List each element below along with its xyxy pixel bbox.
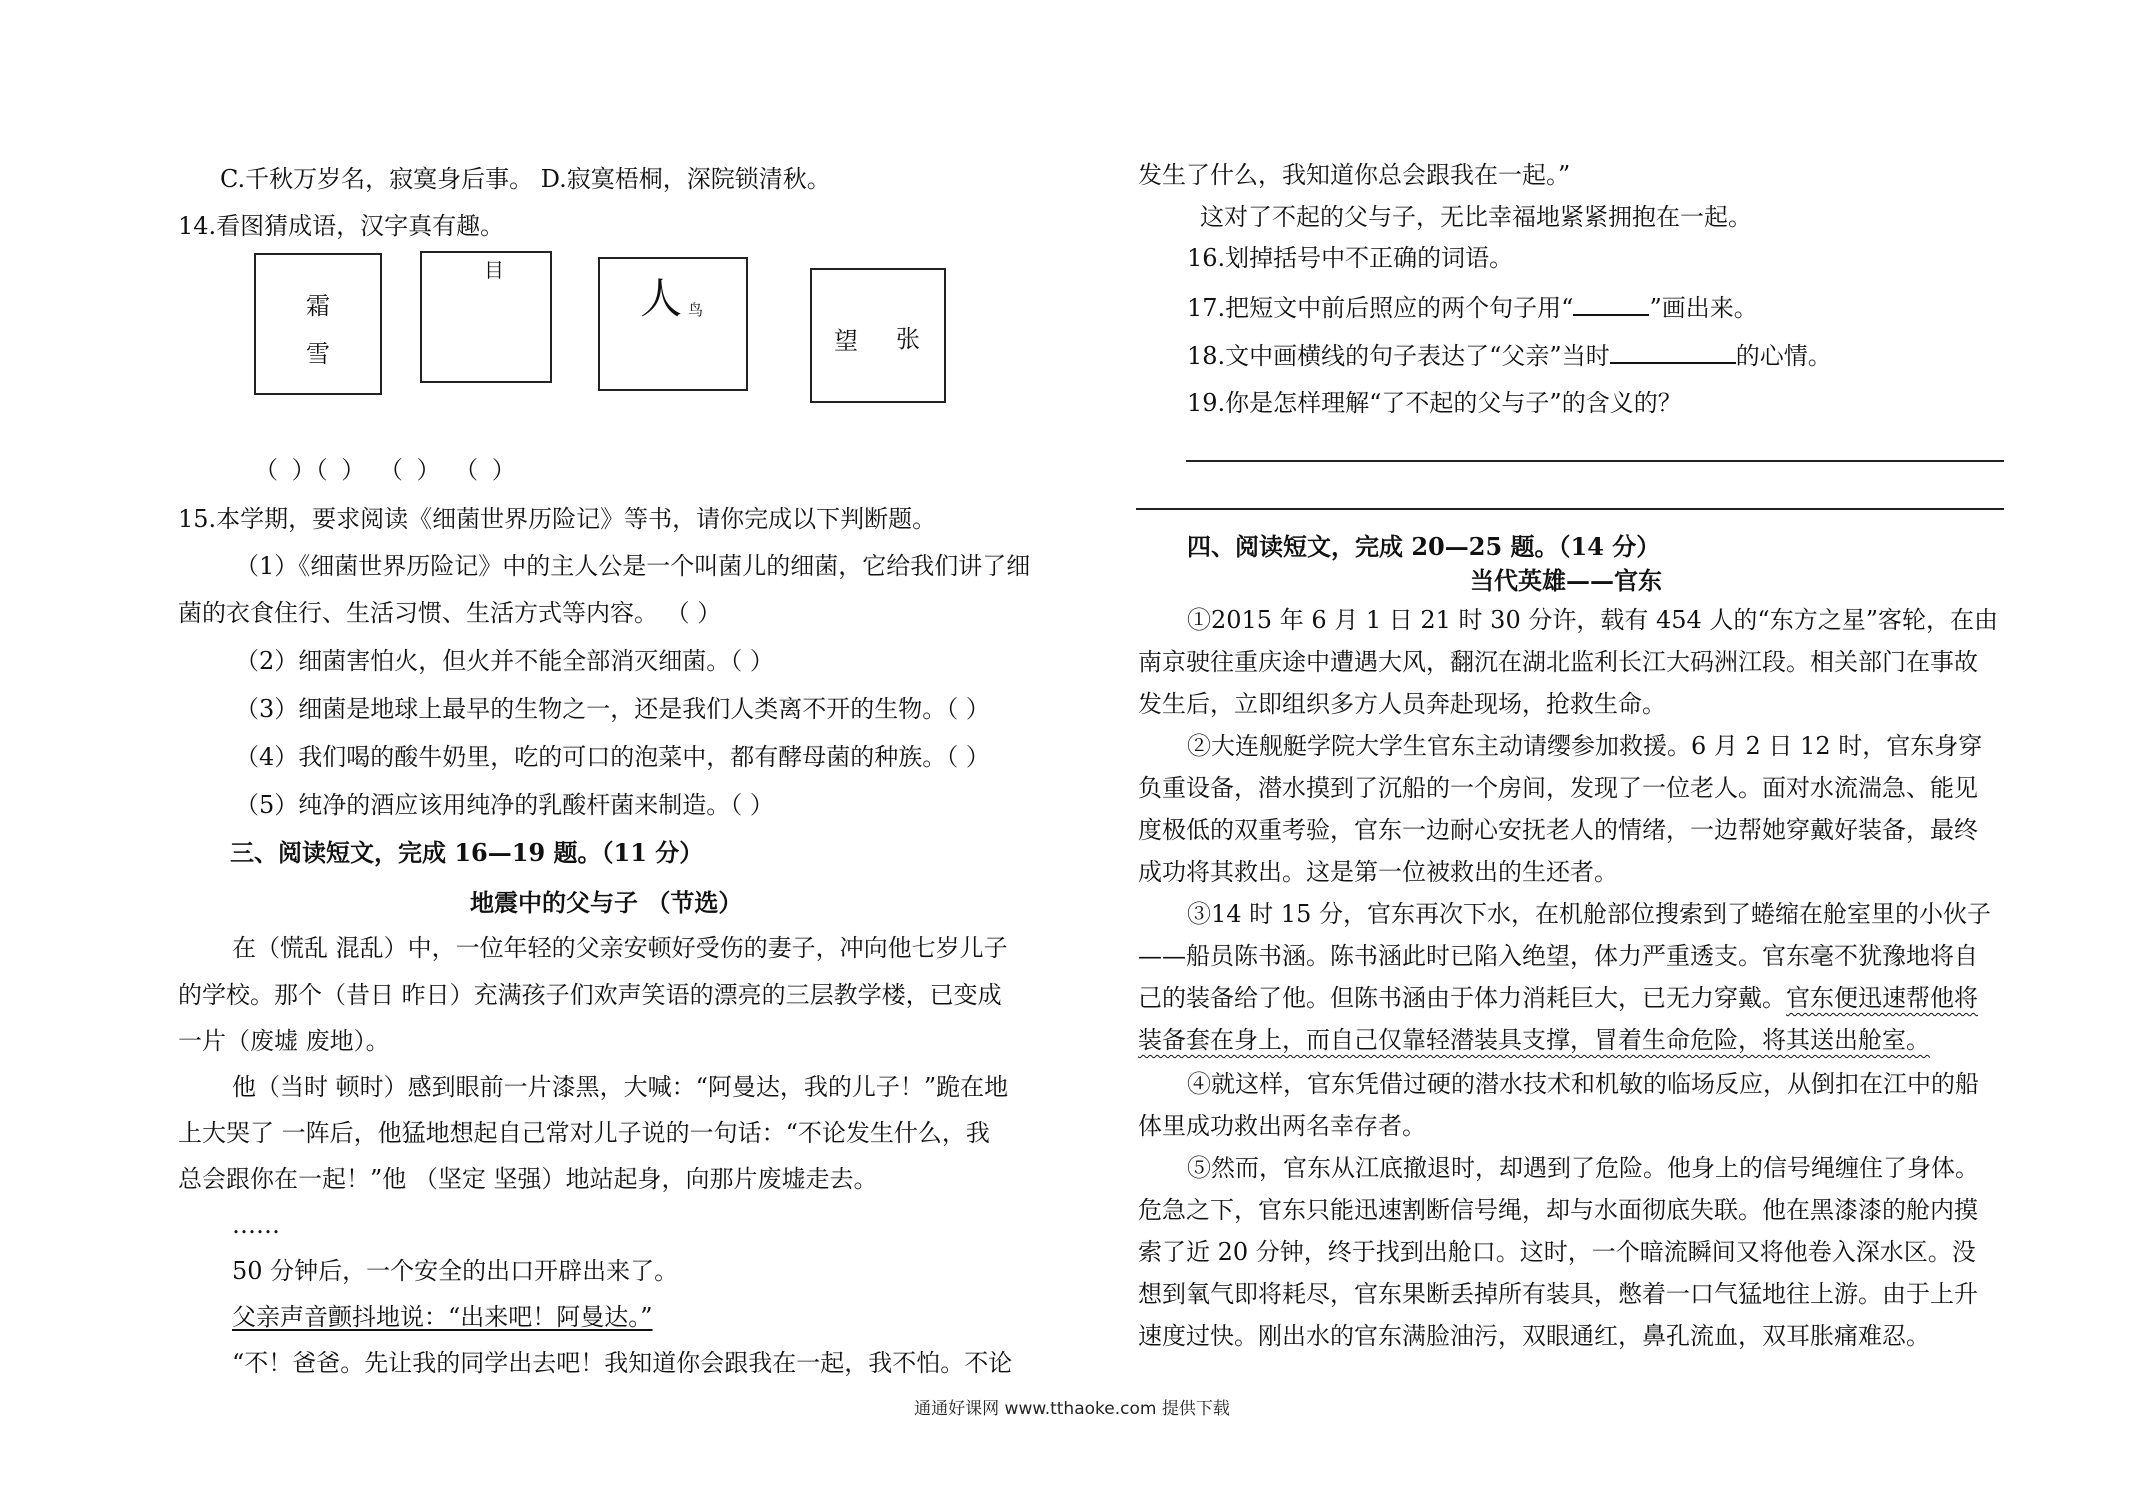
story-1-line-5: 上大哭了 一阵后，他猛地想起自己常对儿子说的一句话：“不论发生什么，我: [178, 1119, 990, 1147]
q15-title: 15.本学期，要求阅读《细菌世界历险记》等书，请你完成以下判断题。: [178, 505, 937, 533]
q18: [1187, 340, 1832, 371]
page-footer: 通通好课网 www.tthaoke.com 提供下载: [914, 1399, 1230, 1419]
story-2-line-15: 危急之下，官东只能迅速割断信号绳，却与水面彻底失联。他在黑漆漆的舱内摸: [1138, 1196, 1978, 1224]
story-2-line-16: 索了近 20 分钟，终于找到出舱口。这时，一个暗流瞬间又将他卷入深水区。没: [1138, 1238, 1976, 1266]
idiom-answer-blanks: （ ）（ ） （ ） （ ）: [254, 456, 516, 484]
story-2-line-12: ④就这样，官东凭借过硬的潜水技术和机敏的临场反应，从倒扣在江中的船: [1187, 1070, 1979, 1098]
section-3-title: 三、阅读短文，完成 16—19 题。（11 分）: [230, 838, 704, 867]
story-1-ellipsis: ……: [232, 1211, 280, 1239]
story-1-cont-line-2: 这对了不起的父与子，无比幸福地紧紧拥抱在一起。: [1200, 203, 1752, 231]
story-1-cont-line-1: 发生了什么，我知道你总会跟我在一起。”: [1138, 161, 1571, 189]
story-1-line-6: 总会跟你在一起！”他 （坚定 坚强）地站起身，向那片废墟走去。: [178, 1165, 878, 1193]
idiom-box-1-char-2: 雪: [306, 340, 330, 368]
story-2-title: 当代英雄——官东: [1470, 566, 1662, 595]
q15-item-5: （5）纯净的酒应该用纯净的乳酸杆菌来制造。（ ）: [235, 791, 774, 819]
q16: 16.划掉括号中不正确的词语。: [1187, 244, 1514, 272]
story-1-line-1: 在（慌乱 混乱）中，一位年轻的父亲安顿好受伤的妻子，冲向他七岁儿子: [232, 934, 1008, 962]
story-1-title: 地震中的父与子 （节选）: [470, 888, 743, 917]
q15-item-1-cont: 菌的衣食住行、生活习惯、生活方式等内容。 （ ）: [178, 599, 722, 627]
story-2-line-8: ③14 时 15 分，官东再次下水，在机舱部位搜索到了蜷缩在舱室里的小伙子: [1187, 900, 1991, 928]
story-2-line-9: ——船员陈书涵。陈书涵此时已陷入绝望，体力严重透支。官东毫不犹豫地将自: [1138, 942, 1978, 970]
q18-blank: [1610, 340, 1736, 364]
q17-blank: [1573, 292, 1649, 316]
q15-item-2: （2）细菌害怕火，但火并不能全部消灭细菌。（ ）: [235, 647, 774, 675]
q17: [1187, 292, 1758, 323]
idiom-box-1-char-1: 霜: [306, 292, 330, 320]
idiom-box-4: [810, 268, 946, 403]
story-2-line-6: 度极低的双重考验，官东一边耐心安抚老人的情绪，一边帮她穿戴好装备，最终: [1138, 816, 1978, 844]
story-2-wavy-sentence-part-1: 官东便迅速帮他将: [1786, 984, 1978, 1012]
q15-item-3: （3）细菌是地球上最早的生物之一，还是我们人类离不开的生物。（ ）: [235, 695, 990, 723]
story-1-line-7: 50 分钟后，一个安全的出口开辟出来了。: [232, 1257, 679, 1285]
story-2-line-10: [1138, 983, 1978, 1013]
story-2-line-5: 负重设备，潜水摸到了沉船的一个房间，发现了一位老人。面对水流湍急、能见: [1138, 774, 1978, 802]
story-2-line-1: ①2015 年 6 月 1 日 21 时 30 分许，载有 454 人的“东方之星”客轮，在由: [1187, 606, 1998, 634]
idiom-box-3-char-1: 人: [640, 274, 683, 323]
story-2-line-17: 想到氧气即将耗尽，官东果断丢掉所有装具，憋着一口气猛地往上游。由于上升: [1138, 1280, 1978, 1308]
idiom-box-4-char-2: 张: [896, 325, 920, 353]
section-divider: [1136, 508, 2004, 510]
story-2-line-14: ⑤然而，官东从江底撤退时，却遇到了危险。他身上的信号绳缠住了身体。: [1187, 1154, 1979, 1182]
story-2-line-18: 速度过快。刚出水的官东满脸油污，双眼通红，鼻孔流血，双耳胀痛难忍。: [1138, 1322, 1930, 1350]
story-1-line-3: 一片（废墟 废地）。: [178, 1027, 390, 1055]
idiom-box-4-char-1: 望: [834, 327, 858, 355]
q18-text-a: 18.文中画横线的句子表达了“父亲”当时: [1187, 342, 1610, 370]
q15-item-4: （4）我们喝的酸牛奶里，吃的可口的泡菜中，都有酵母菌的种族。（ ）: [235, 743, 990, 771]
idiom-box-3: [598, 257, 748, 391]
idiom-box-2-char-1: 目: [484, 258, 504, 282]
section-4-title: 四、阅读短文，完成 20—25 题。（14 分）: [1187, 532, 1661, 561]
q19: 19.你是怎样理解“了不起的父与子”的含义的？: [1187, 389, 1682, 417]
story-2-line-10-text: 己的装备给了他。但陈书涵由于体力消耗巨大，已无力穿戴。: [1138, 984, 1786, 1012]
story-2-line-13: 体里成功救出两名幸存者。: [1138, 1112, 1426, 1140]
q17-text-a: 17.把短文中前后照应的两个句子用“: [1187, 294, 1574, 322]
q19-answer-line: [1186, 460, 2004, 462]
story-2-line-3: 发生后，立即组织多方人员奔赴现场，抢救生命。: [1138, 690, 1666, 718]
story-2-line-2: 南京驶往重庆途中遭遇大风，翻沉在湖北监利长江大码洲江段。相关部门在事故: [1138, 648, 1978, 676]
story-2-line-7: 成功将其救出。这是第一位被救出的生还者。: [1138, 858, 1618, 886]
q17-text-b: ”画出来。: [1649, 294, 1758, 322]
story-1-line-4: 他（当时 顿时）感到眼前一片漆黑，大喊：“阿曼达，我的儿子！”跪在地: [232, 1073, 1009, 1101]
q18-text-b: 的心情。: [1735, 342, 1832, 370]
q13-options-cd: C.千秋万岁名，寂寞身后事。 D.寂寞梧桐，深院锁清秋。: [220, 165, 831, 193]
idiom-box-3-char-2: 鸟: [688, 301, 704, 319]
idiom-box-1: [254, 253, 382, 395]
story-1-line-8: “不！爸爸。先让我的同学出去吧！我知道你会跟我在一起，我不怕。不论: [232, 1349, 1013, 1377]
story-2-line-4: ②大连舰艇学院大学生官东主动请缨参加救援。6 月 2 日 12 时，官东身穿: [1187, 732, 1983, 760]
q15-item-1: （1）《细菌世界历险记》中的主人公是一个叫菌儿的细菌，它给我们讲了细: [235, 552, 1031, 580]
q14-title: 14.看图猜成语，汉字真有趣。: [178, 212, 505, 240]
idiom-box-2: [420, 251, 552, 383]
story-2-wavy-sentence-part-2: 装备套在身上，而自己仅靠轻潜装具支撑，冒着生命危险，将其送出舱室。: [1138, 1026, 1930, 1054]
story-1-underlined-sentence: 父亲声音颤抖地说：“出来吧！阿曼达。”: [232, 1303, 653, 1331]
story-1-line-2: 的学校。那个（昔日 昨日）充满孩子们欢声笑语的漂亮的三层教学楼，已变成: [178, 981, 1002, 1009]
